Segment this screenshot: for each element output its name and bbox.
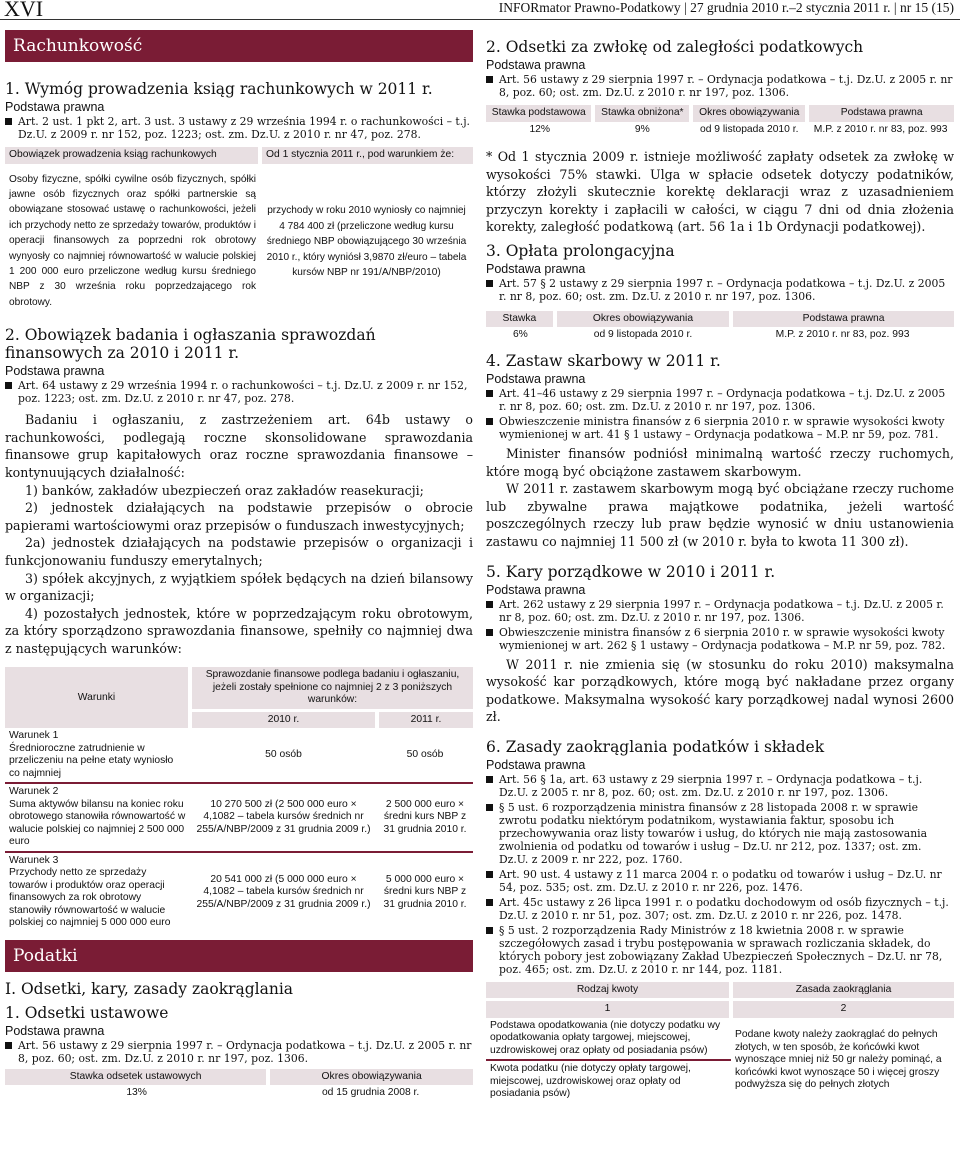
section-banner-accounting: Rachunkowość	[5, 30, 473, 62]
prolongation-fee-table	[486, 311, 954, 344]
section-title: 2. Odsetki za zwłokę od zaległości podatkowych	[486, 38, 864, 56]
paragraph: Minister finansów podniósł minimalną wartość rzeczy ruchomych, które mogą być obciążone zastawem skarbowym.	[486, 445, 954, 479]
bullet-square-icon	[486, 280, 493, 287]
list-item: 4) pozostałych jednostek, które w poprzedzającym roku obrotowym, za który sporządzono sprawozdania finansowe, spełniły co najmniej dwa z następujących warunków:	[5, 605, 473, 656]
legal-citation: § 5 ust. 6 rozporządzenia ministra finansów z 28 listopada 2008 r. w sprawie zwrotu podatku niektórym podatnikom, wystawiania faktur, sposobu ich przechowywania oraz listy towarów i usług, do których nie mają zastosowania zwolnienia od podatku od towarów i usług – Dz.U. nr 212, poz. 1337; ost. zm. Dz.U. z 2009 r. nr 222, poz. 1760.	[486, 801, 954, 866]
legal-basis-label: Podstawa prawna	[5, 364, 105, 379]
bullet-square-icon	[486, 804, 493, 811]
legal-basis-label: Podstawa prawna	[486, 582, 586, 597]
legal-citation: Art. 57 § 2 ustawy z 29 sierpnia 1997 r. – Ordynacja podatkowa – t.j. Dz.U. z 2005 r. nr 8, poz. 60; ost. zm. Dz.U. z 2010 r. nr 197, poz. 1306.	[486, 277, 954, 303]
right-column	[486, 30, 954, 1103]
running-header: INFORmator Prawno-Podatkowy | 27 grudnia 2010 r.–2 stycznia 2011 r. | nr 15 (15)	[498, 0, 954, 15]
paragraph: W 2011 r. nie zmienia się (w stosunku do roku 2010) maksymalna wysokość kar porządkowych, które mogą być nakładane przez organy podatkowe. Maksymalna wysokość kary porządkowej nadal wynosi 2600 zł.	[486, 656, 954, 725]
table-header: Stawka podstawowa	[486, 105, 593, 122]
legal-citation: Art. 56 § 1a, art. 63 ustawy z 29 sierpnia 1997 r. – Ordynacja podatkowa – t.j. Dz.U. z 2005 r. nr 8, poz. 60; ost. zm. Dz.U. z 2010 r. nr 197, poz. 1306.	[486, 773, 954, 799]
table-cell: od 9 listopada 2010 r.	[699, 123, 799, 135]
page-number: XVI	[4, 0, 44, 21]
table-cell: M.P. z 2010 r. nr 83, poz. 993	[813, 123, 948, 135]
bullet-square-icon	[5, 1042, 12, 1049]
table-header: Sprawozdanie finansowe podlega badaniu i ogłaszaniu, jeżeli zostały spełnione co najmniej 2 z 3 poniższych warunków:	[190, 667, 473, 710]
bullet-square-icon	[486, 601, 493, 608]
bullet-square-icon	[486, 899, 493, 906]
table-header: Od 1 stycznia 2011 r., pod warunkiem że:	[260, 147, 473, 164]
table-cell: 12%	[529, 123, 551, 135]
section-title: 6. Zasady zaokrąglania podatków i składek	[486, 737, 825, 756]
legal-basis-label: Podstawa prawna	[5, 1023, 105, 1038]
bookkeeping-table	[5, 147, 473, 312]
table-header: Rodzaj kwoty	[486, 982, 731, 1000]
legal-citation: Obwieszczenie ministra finansów z 6 sierpnia 2010 r. w sprawie wysokości kwoty wymienionej w art. 262 § 1 ustawy – Ordynacja podatkowa – M.P. nr 59, poz. 782.	[486, 626, 954, 652]
legal-citation: Art. 56 ustawy z 29 sierpnia 1997 r. – Ordynacja podatkowa – t.j. Dz.U. z 2005 r. nr 8, poz. 60; ost. zm. Dz.U. z 2010 r. nr 197, poz. 1306.	[5, 1039, 473, 1065]
paragraph: Badaniu i ogłaszaniu, z zastrzeżeniem art. 64b ustawy o rachunkowości, podlegają roczne skonsolidowane sprawozdania finansowe grup kapitałowych oraz roczne sprawozdania finansowe – kontynuujących działalność:	[5, 412, 473, 480]
table-header: 2	[731, 1000, 954, 1018]
audit-conditions-table	[5, 667, 473, 932]
table-cell: 10 270 500 zł (2 500 000 euro × 4,1082 – tabela kursów średnich nr 255/A/NBP/2009 z 31 grudnia 2009 r.)	[190, 783, 377, 852]
table-header: Warunki	[5, 667, 190, 728]
table-header: Okres obowiązywania	[555, 311, 731, 328]
table-cell: 9%	[634, 123, 650, 135]
table-cell: przychody w roku 2010 wyniosły co najmniej 4 784 400 zł (przeliczone według kursu średniego NBP obowiązującego 30 września 2010 r., który wyniósł 3,9870 zł/euro – tabela kursów NBP nr 191/A/NBP/2010)	[266, 205, 467, 278]
condition-text: Średnioroczne zatrudnienie w przeliczeniu na pełne etaty wyniosło co najmniej	[9, 742, 174, 779]
table-row	[5, 852, 473, 932]
table-header: Podstawa prawna	[731, 311, 954, 328]
statutory-interest-table	[5, 1069, 473, 1102]
bullet-square-icon	[486, 418, 493, 425]
table-header: Stawka obniżona*	[593, 105, 691, 122]
bullet-square-icon	[486, 390, 493, 397]
list-item: 2) jednostek działających na podstawie przepisów o obrocie papierami wartościowymi oraz przepisów o funduszach inwestycyjnych;	[5, 500, 473, 533]
table-cell: od 9 listopada 2010 r.	[593, 329, 693, 341]
table-header: Podstawa prawna	[807, 105, 954, 122]
table-header: 1	[486, 1000, 731, 1018]
legal-basis-label: Podstawa prawna	[486, 58, 586, 72]
footnote: * Od 1 stycznia 2009 r. istnieje możliwość zapłaty odsetek za zwłokę w wysokości 75% stawki. Ulga w spłacie odsetek dotyczy podatników, którzy złożyli skutecznie korektę deklaracji wraz z uzasadnieniem przyczyn korekty i zapłacili w całości, w ciągu 7 dni od dnia złożenia korekty, zaległość podatkową (art. 56 1a i 1b Ordynacji podatkowej).	[486, 149, 954, 235]
legal-citation: Art. 2 ust. 1 pkt 2, art. 3 ust. 3 ustawy z 29 września 1994 r. o rachunkowości – t.j. Dz.U. z 2009 r. nr 152, poz. 1223; ost. zm. Dz.U. z 2010 r. nr 47, poz. 278.	[5, 115, 473, 141]
list-item: 1) banków, zakładów ubezpieczeń oraz zakładów reasekuracji;	[25, 482, 424, 498]
table-cell: 20 541 000 zł (5 000 000 euro × 4,1082 – tabela kursów średnich nr 255/A/NBP/2009 z 31 grudnia 2009 r.)	[196, 873, 371, 910]
section-title: 2. Obowiązek badania i ogłaszania sprawozdań finansowych za 2010 i 2011 r.	[5, 326, 376, 363]
table-header: 2010 r.	[190, 710, 377, 728]
table-cell: 2 500 000 euro × średni kurs NBP z 31 grudnia 2010 r.	[377, 783, 473, 852]
bullet-square-icon	[5, 118, 12, 125]
table-header: Okres obowiązywania	[268, 1069, 473, 1086]
legal-basis-label: Podstawa prawna	[486, 261, 586, 276]
bullet-square-icon	[5, 382, 12, 389]
table-cell: 5 000 000 euro × średni kurs NBP z 31 grudnia 2010 r.	[383, 873, 467, 910]
bullet-square-icon	[486, 927, 493, 934]
legal-citation: Art. 90 ust. 4 ustawy z 11 marca 2004 r. o podatku od towarów i usług – Dz.U. nr 54, poz. 535; ost. zm. Dz.U. z 2010 r. nr 226, poz. 1476.	[486, 868, 954, 894]
condition-text: Przychody netto ze sprzedaży towarów i produktów oraz operacji finansowych za rok obrotowy stanowiły równowartość w walucie polskiej co najmniej 5 000 000 euro	[9, 867, 171, 929]
bullet-square-icon	[486, 629, 493, 636]
condition-text: Suma aktywów bilansu na koniec roku obrotowego stanowiła równowartość w walucie polskiej co najmniej 2 500 000 euro	[9, 798, 186, 848]
list-item: 3) spółek akcyjnych, z wyjątkiem spółek będących na dzień bilansowy w organizacji;	[5, 570, 473, 604]
rounding-table	[486, 982, 954, 1103]
table-row	[5, 728, 473, 783]
header-rule	[0, 19, 960, 20]
legal-citation: Art. 262 ustawy z 29 sierpnia 1997 r. – Ordynacja podatkowa – t.j. Dz.U. z 2005 r. nr 8, poz. 60; ost. zm. Dz.U. z 2010 r. nr 197, poz. 1306.	[486, 598, 954, 624]
left-column	[5, 30, 473, 1102]
legal-basis-label: Podstawa prawna	[486, 371, 586, 386]
table-cell: Podstawa opodatkowania (nie dotyczy podatku wy opodatkowania opłaty targowej, miejscowej, uzdrowiskowej oraz opłaty od posiadania psów)	[486, 1018, 731, 1061]
section-title: 5. Kary porządkowe w 2010 i 2011 r.	[486, 562, 776, 581]
table-cell: 6%	[512, 329, 528, 341]
table-cell: Kwota podatku (nie dotyczy opłaty targowej, miejscowej, uzdrowiskowej oraz opłaty od posiadania psów)	[490, 1063, 691, 1100]
table-cell: od 15 grudnia 2008 r.	[321, 1087, 420, 1099]
bullet-square-icon	[486, 776, 493, 783]
subsection-title: 1. Odsetki ustawowe	[5, 1003, 169, 1022]
legal-citation: § 5 ust. 2 rozporządzenia Rady Ministrów z 18 kwietnia 2008 r. w sprawie szczegółowych zasad i trybu postępowania w sprawach rozliczania składek, do których pobory jest zobowiązany Zakład Ubezpieczeń Społecznych – Dz.U. nr 78, poz. 465; ost. zm. Dz.U. z 2010 r. nr 144, poz. 1181.	[486, 924, 954, 976]
bullet-square-icon	[486, 76, 493, 83]
section-title: I. Odsetki, kary, zasady zaokrąglania	[5, 979, 294, 998]
condition-title: Warunek 1	[9, 730, 59, 742]
paragraph: W 2011 r. zastawem skarbowym mogą być obciążane rzeczy ruchome lub zbywalne prawa majątkowe podatnika, jeżeli wartość poszczególnych rzeczy lub praw będzie wynosić w dniu ustanowienia zastawu co najmniej 11 500 zł (w 2010 r. była to kwota 11 300 zł).	[486, 481, 954, 549]
table-header: 2011 r.	[377, 710, 473, 728]
legal-citation: Art. 64 ustawy z 29 września 1994 r. o rachunkowości – t.j. Dz.U. z 2009 r. nr 152, poz. 1223; ost. zm. Dz.U. z 2010 r. nr 47, poz. 278.	[5, 379, 473, 405]
page-header	[0, 0, 960, 22]
table-header: Stawka odsetek ustawowych	[5, 1069, 268, 1086]
table-cell: 13%	[126, 1087, 147, 1099]
condition-title: Warunek 3	[9, 854, 59, 866]
table-cell: Osoby fizyczne, spółki cywilne osób fizycznych, spółki jawne osób fizycznych oraz spółki partnerskie są obowiązane stosować ustawę o rachunkowości, jeżeli ich przychody netto ze sprzedaży towarów, produktów i operacji finansowych za poprzedni rok obrotowy wynyosły co najmniej równowartość w walucie polskiej 1 200 000 euro przeliczone według kursu średniego NBP z 30 września roku poprzedzającego rok obrotowy.	[9, 173, 256, 308]
bullet-square-icon	[486, 871, 493, 878]
condition-title: Warunek 2	[9, 786, 59, 798]
legal-citation: Obwieszczenie ministra finansów z 6 sierpnia 2010 r. w sprawie wysokości kwoty wymienionej w art. 41 § 1 ustawy – Ordynacja podatkowa – M.P. nr 59, poz. 781.	[486, 415, 954, 441]
legal-citation: Art. 45c ustawy z 26 lipca 1991 r. o podatku dochodowym od osób fizycznych – t.j. Dz.U. z 2010 r. nr 51, poz. 307; ost. zm. Dz.U. z 2010 r. nr 226, poz. 1478.	[486, 896, 954, 922]
legal-basis-label: Podstawa prawna	[5, 100, 105, 114]
table-cell: M.P. z 2010 r. nr 83, poz. 993	[775, 329, 910, 341]
table-header: Stawka	[486, 311, 555, 328]
legal-citation: Art. 56 ustawy z 29 sierpnia 1997 r. – Ordynacja podatkowa – t.j. Dz.U. z 2005 r. nr 8, poz. 60; ost. zm. Dz.U. z 2010 r. nr 197, poz. 1306.	[486, 73, 954, 99]
default-interest-table	[486, 105, 954, 138]
section-title: 4. Zastaw skarbowy w 2011 r.	[486, 351, 721, 370]
table-cell: 50 osób	[190, 728, 377, 783]
table-cell: 50 osób	[377, 728, 473, 783]
table-row	[5, 783, 473, 852]
table-cell: Podane kwoty należy zaokrąglać do pełnych złotych, w ten sposób, że końcówki kwot wynoszące mniej niż 50 gr należy pominąć, a końcówki kwot wynoszące 50 i więcej groszy podwyższa się do pełnych złotych	[735, 1029, 942, 1091]
table-header: Okres obowiązywania	[691, 105, 807, 122]
list-item: 2a) jednostek działających na podstawie przepisów o organizacji i funkcjonowaniu funduszy emerytalnych;	[5, 535, 473, 568]
table-header: Obowiązek prowadzenia ksiąg rachunkowych	[5, 147, 260, 164]
legal-basis-label: Podstawa prawna	[486, 757, 586, 772]
section-title: 3. Opłata prolongacyjna	[486, 241, 675, 260]
table-header: Zasada zaokrąglania	[731, 982, 954, 1000]
section-title: 1. Wymóg prowadzenia ksiąg rachunkowych w 2011 r.	[5, 80, 433, 98]
legal-citation: Art. 41–46 ustawy z 29 sierpnia 1997 r. – Ordynacja podatkowa – t.j. Dz.U. z 2005 r. nr 8, poz. 60; ost. zm. Dz.U. z 2010 r. nr 197, poz. 1306.	[486, 387, 954, 413]
section-banner-taxes: Podatki	[5, 940, 473, 972]
